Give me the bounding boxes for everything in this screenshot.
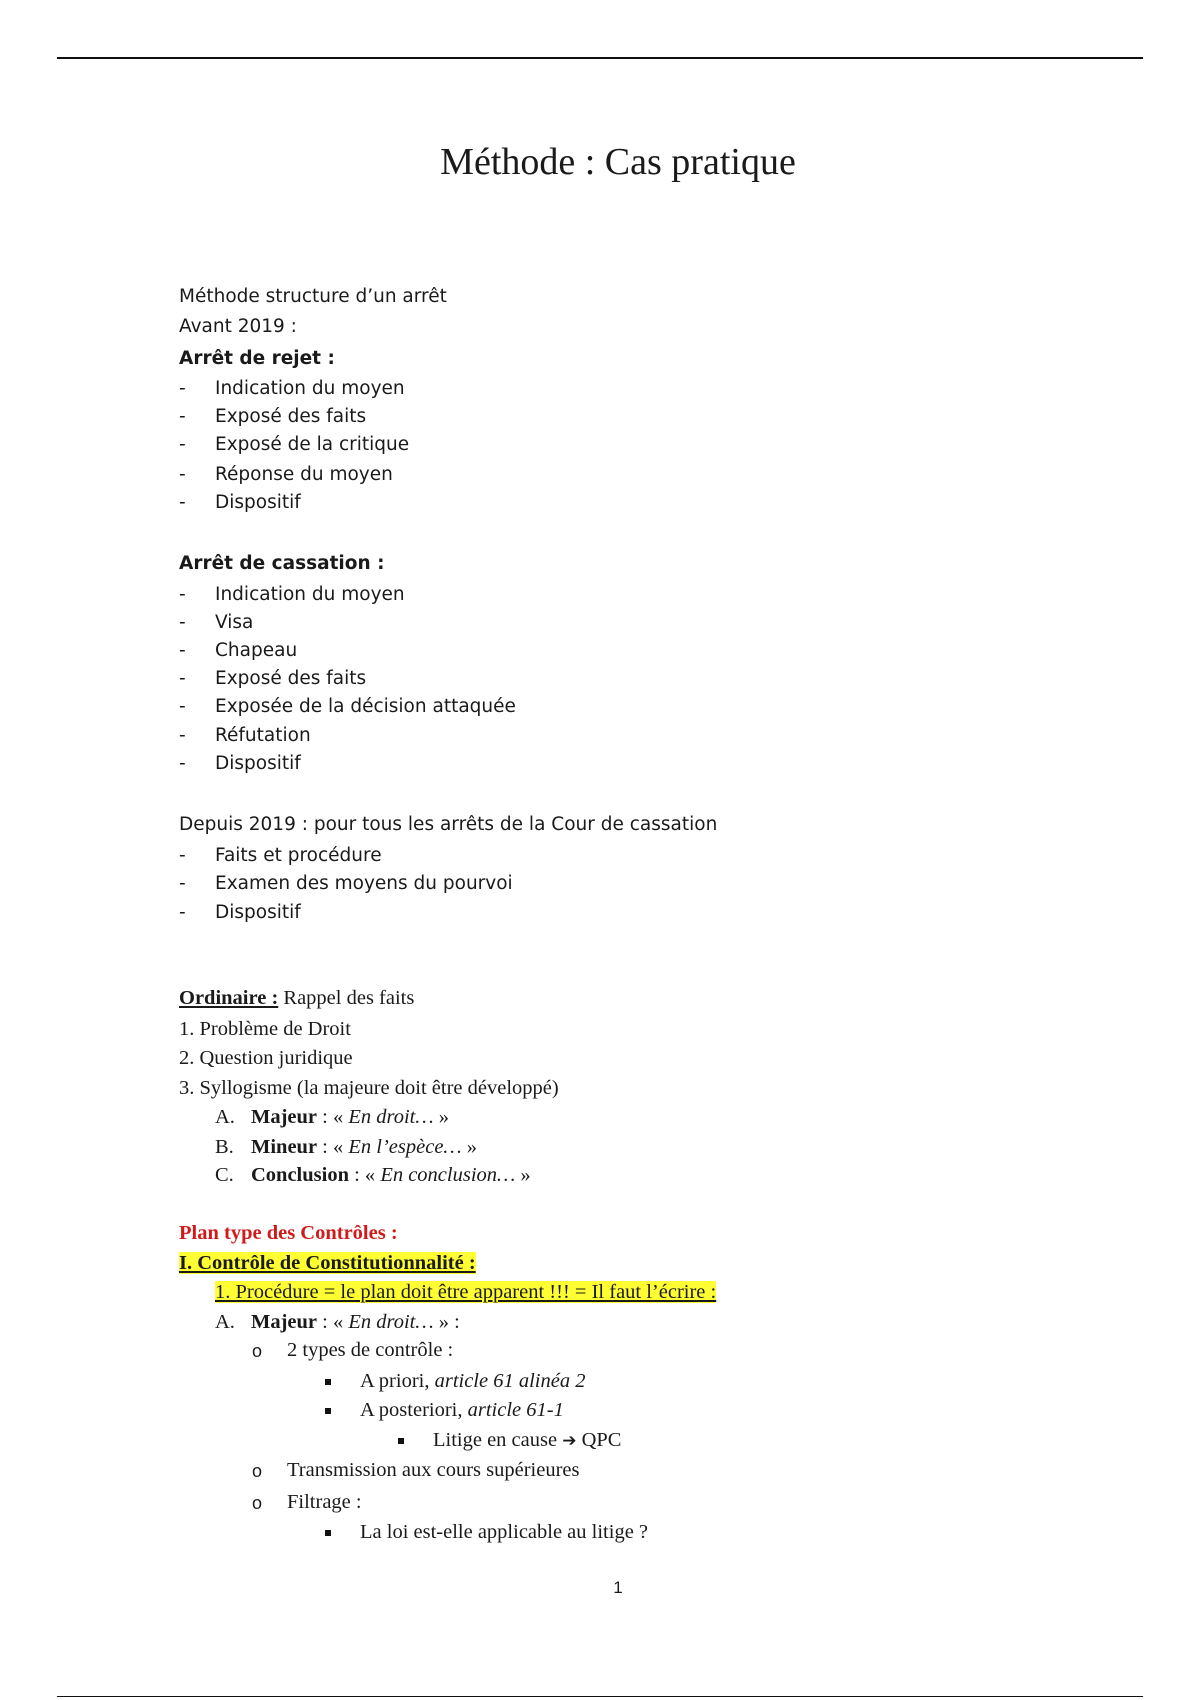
square-bullet-icon [398, 1438, 404, 1444]
list-item: Exposé de la critique [215, 434, 410, 455]
majeur-line: A. Majeur : « En droit… » : [215, 1311, 460, 1333]
list-item: Examen des moyens du pourvoi [215, 873, 513, 894]
circle-bullet-icon: o [252, 1461, 263, 1481]
arrow-right-icon: ➔ [562, 1431, 577, 1451]
circle-bullet-icon: o [252, 1493, 263, 1513]
a-posteriori-item: A posteriori, article 61-1 [360, 1399, 564, 1421]
syllogism-item-b: B. Mineur : « En l’espèce… » [215, 1136, 478, 1158]
page-number: 1 [613, 1578, 623, 1597]
list-item: Réfutation [215, 725, 311, 746]
transmission-item: Transmission aux cours supérieures [287, 1459, 580, 1481]
ordinaire-label: Ordinaire : [179, 987, 279, 1009]
list-item: Visa [215, 612, 254, 633]
ordinaire-text: Rappel des faits [278, 987, 415, 1009]
litige-item: Litige en cause ➔ QPC [433, 1429, 622, 1451]
list-item: Indication du moyen [215, 378, 405, 399]
document-title: Méthode : Cas pratique [440, 141, 796, 183]
circle-bullet-icon: o [252, 1341, 263, 1361]
list-item: Indication du moyen [215, 584, 405, 605]
footer-rule [57, 1696, 1143, 1697]
procedure-line: 1. Procédure = le plan doit être apparent !!! = Il faut l’écrire : [215, 1281, 717, 1303]
depuis-heading: Depuis 2019 : pour tous les arrêts de la Cour de cassation [179, 814, 718, 835]
step-item: 2. Question juridique [179, 1047, 353, 1069]
list-item: Exposé des faits [215, 406, 367, 427]
controle-types: 2 types de contrôle : [287, 1339, 454, 1361]
list-item: Exposé des faits [215, 668, 367, 689]
a-priori-item: A priori, article 61 alinéa 2 [360, 1370, 586, 1392]
list-item: Dispositif [215, 492, 301, 513]
list-item: Dispositif [215, 902, 301, 923]
square-bullet-icon [325, 1408, 331, 1414]
list-item: Exposée de la décision attaquée [215, 696, 516, 717]
list-item: Dispositif [215, 753, 301, 774]
syllogism-item-c: C. Conclusion : « En conclusion… » [215, 1164, 531, 1186]
step-item: 3. Syllogisme (la majeure doit être développé) [179, 1077, 559, 1099]
section-heading: I. Contrôle de Constitutionnalité : [179, 1252, 476, 1274]
step-item: 1. Problème de Droit [179, 1018, 351, 1040]
list-item: Chapeau [215, 640, 298, 661]
rejet-heading: Arrêt de rejet : [179, 348, 335, 369]
plan-heading: Plan type des Contrôles : [179, 1222, 398, 1244]
cassation-heading: Arrêt de cassation : [179, 553, 385, 574]
filtrage-item: Filtrage : [287, 1491, 362, 1513]
intro-line-1: Méthode structure d’un arrêt [179, 286, 447, 307]
list-item: Réponse du moyen [215, 464, 393, 485]
syllogism-item-a: A. Majeur : « En droit… » [215, 1106, 449, 1128]
square-bullet-icon [325, 1530, 331, 1536]
header-rule [57, 57, 1143, 59]
list-item: Faits et procédure [215, 845, 382, 866]
ordinaire-line [179, 987, 414, 1010]
loi-item: La loi est-elle applicable au litige ? [360, 1521, 649, 1543]
intro-line-2: Avant 2019 : [179, 316, 297, 337]
square-bullet-icon [325, 1379, 331, 1385]
